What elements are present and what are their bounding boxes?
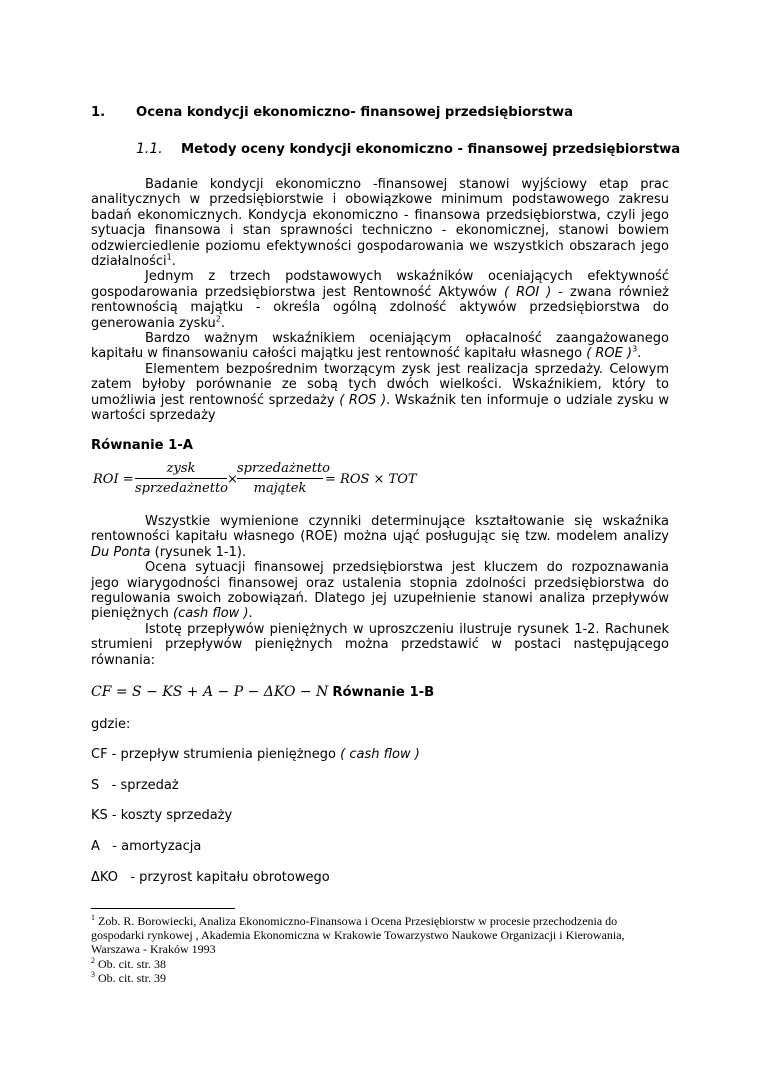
legend-ks: KS - koszty sprzedaży bbox=[91, 808, 233, 823]
fraction-1-numerator: zysk bbox=[166, 461, 196, 476]
legend-ko: ΔKO - przyrost kapitału obrotowego bbox=[91, 870, 330, 885]
paragraph-5: Wszystkie wymienione czynniki determinujące kształtowanie się wskaźnika rentowności kapitału własnego (ROE) można ująć posługując się tzw. modelem analizy Du Ponta (rysunek 1-1). bbox=[91, 514, 669, 560]
footnote-ref-2: 2 bbox=[215, 314, 221, 324]
equation-b bbox=[91, 684, 434, 700]
equation-a-rhs: = ROS × TOT bbox=[325, 472, 417, 487]
equation-a-fraction-1 bbox=[135, 461, 227, 496]
legend-s: S - sprzedaż bbox=[91, 778, 179, 793]
paragraph-1: Badanie kondycji ekonomiczno -finansowej stanowi wyjściowy etap prac analitycznych w przedsiębiorstwie i obowiązkowe minimum podstawowego zakresu badań ekonomicznych. Kondycja ekonomiczno - finansowa przedsiębiorstwa, czyli jego sytuacja finansowa i stan sprawności techniczno - ekonomicznej, stanowi bowiem odzwierciedlenie poziomu efektywności gospodarowania we wszystkich obszarach jego działalności$^1$. bbox=[91, 177, 669, 270]
paragraph-6: Ocena sytuacji finansowej przedsiębiorstwa jest kluczem do rozpoznawania jego wiarygodności finansowej oraz ustalenia stopnia zdolności przedsiębiorstwa do regulowania swoich zobowiązań. Dlatego jej uzupełnienie stanowi analiza przepływów pieniężnych (cash flow ). bbox=[91, 560, 669, 622]
section-2-body bbox=[91, 514, 669, 668]
heading-1-number: 1. bbox=[91, 105, 106, 120]
fraction-2-denominator: majątek bbox=[253, 481, 307, 496]
footnote-separator bbox=[91, 908, 235, 909]
heading-1 bbox=[91, 105, 573, 120]
equation-b-formula: CF = S − KS + A − P − ΔKO − N bbox=[91, 684, 329, 700]
legend-a: A - amortyzacja bbox=[91, 839, 202, 854]
footnote-1: $^1$ Zob. R. Borowiecki, Analiza Ekonomiczno-Finansowa i Ocena Przesiębiorstw w procesie przechodzenia do gospodarki rynkowej , Akademia Ekonomiczna w Krakowie Towarzystwo Naukowe Organizacji i Kierowania, Warszawa - Kraków 1993 bbox=[91, 913, 625, 956]
equation-a-times: × bbox=[227, 472, 238, 487]
legend-intro: gdzie: bbox=[91, 717, 131, 732]
footnote-2: $^2$ Ob. cit. str. 38 bbox=[91, 956, 166, 971]
equation-a-label: Równanie 1-A bbox=[91, 438, 193, 453]
delta-ko-symbol: ΔKO bbox=[91, 870, 118, 885]
equation-a-lhs: ROI = bbox=[93, 472, 134, 487]
heading-1-text: Ocena kondycji ekonomiczno- finansowej przedsiębiorstwa bbox=[136, 105, 574, 120]
equation-b-label: Równanie 1-B bbox=[332, 685, 435, 700]
heading-2-text: Metody oceny kondycji ekonomiczno - finansowej przedsiębiorstwa bbox=[181, 142, 681, 157]
legend-cf: CF - przepływ strumienia pieniężnego ( cash flow ) bbox=[91, 747, 420, 762]
paragraph-2: Jednym z trzech podstawowych wskaźników oceniających efektywność gospodarowania przedsiębiorstwa jest Rentowność Aktywów ( ROI ) - zwana również rentownością majątku - określa ogólną zdolność aktywów przedsiębiorstwa do generowania zysku$^2$. bbox=[91, 269, 669, 331]
paragraph-4: Elementem bezpośrednim tworzącym zysk jest realizacja sprzedaży. Celowym zatem byłoby porównanie ze sobą tych dwóch wielkości. Wskaźnikiem, który to umożliwia jest rentowność sprzedaży ( ROS ). Wskaźnik ten informuje o udziale zysku w wartości sprzedaży bbox=[91, 361, 669, 424]
fraction-2-numerator: sprzedażnetto bbox=[237, 461, 331, 476]
equation-a-fraction-2 bbox=[237, 461, 331, 496]
section-1-body bbox=[91, 177, 669, 424]
paragraph-3: Bardzo ważnym wskaźnikiem oceniającym opłacalność zaangażowanego kapitału w finansowaniu całości majątku jest rentowność kapitału własnego ( ROE )$^3$. bbox=[91, 331, 669, 362]
heading-2-number: 1.1. bbox=[136, 141, 163, 157]
fraction-2-bar bbox=[237, 478, 323, 479]
heading-2 bbox=[136, 141, 680, 157]
fraction-1-denominator: sprzedażnetto bbox=[135, 481, 229, 496]
footnote-ref-3: 3 bbox=[632, 345, 638, 355]
paragraph-7: Istotę przepływów pieniężnych w uproszczeniu ilustruje rysunek 1-2. Rachunek strumieni przepływów pieniężnych można przedstawić w postaci następującego równania: bbox=[91, 621, 669, 668]
fraction-1-bar bbox=[135, 478, 227, 479]
footnote-ref-1: 1 bbox=[166, 252, 172, 262]
footnote-3: $^3$ Ob. cit. str. 39 bbox=[91, 970, 166, 985]
